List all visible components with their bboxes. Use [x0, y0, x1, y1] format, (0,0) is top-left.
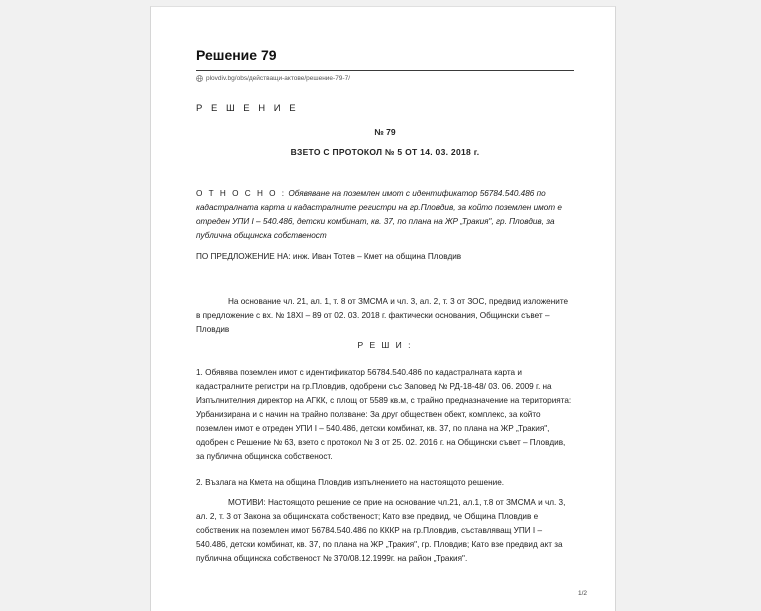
- proposal-line: ПО ПРЕДЛОЖЕНИЕ НА: инж. Иван Тотев – Кмет на община Пловдив: [196, 252, 462, 261]
- page-number: 1/2: [577, 590, 587, 597]
- decision-point-2: 2. Възлага на Кмета на община Пловдив изпълнението на настоящото решение.: [196, 478, 505, 487]
- subject-paragraph: [196, 187, 574, 243]
- source-link[interactable]: [196, 75, 350, 82]
- decides-heading: Р Е Ш И :: [357, 340, 413, 350]
- subject-text: Обявяване на поземлен имот с идентификатор 56784.540.486 по кадастралната карта и кадастралните регистри на гр.Пловдив, за който поземлен имот е отреден УПИ I – 540.486, детски комбинат, кв. 37, по плана на ЖР „Тракия", гр. Пловдив, за публична общинска собственост: [196, 189, 562, 240]
- protocol-line: ВЗЕТО С ПРОТОКОЛ № 5 ОТ 14. 03. 2018 г.: [290, 147, 480, 157]
- decision-number: № 79: [374, 127, 396, 137]
- motives-paragraph: МОТИВИ: Настоящото решение се прие на основание чл.21, ал.1, т.8 от ЗМСМА и чл. 3, ал. 2, т. 3 от Закона за общинската собственост; Като взе предвид, че Община Пловдив е собственик на поземлен имот 56784.540.486 по КККР на гр.Пловдив, съставляващ УПИ I – 540.486, детски комбинат, кв. 37, по плана на ЖР „Тракия", гр. Пловдив; Като взе предвид акт за публична общинска собственост № 370/08.12.1999г. на район „Тракия".: [196, 498, 566, 563]
- source-url[interactable]: plovdiv.bg/obs/действащи-актове/решение-79-7/: [206, 75, 351, 82]
- globe-icon: [196, 75, 203, 82]
- basis-paragraph: На основание чл. 21, ал. 1, т. 8 от ЗМСМА и чл. 3, ал. 2, т. 3 от ЗОС, предвид изложените в предложение с вх. № 18ХI – 89 от 02. 03. 2018 г. фактически основания, Общински съвет – Пловдив: [196, 297, 569, 334]
- decision-point-1: 1. Обявява поземлен имот с идентификатор 56784.540.486 по кадастралната карта и кадастралните регистри на гр.Пловдив, одобрени със Заповед № РД-18-48/ 03. 06. 2009 г. на Изпълнителния директор на АГКК, с площ от 5589 кв.м, с трайно предназначение на територията: Урбанизирана и с начин на трайно ползване: За друг обществен обект, комплекс, за който поземлен имот е отреден УПИ I – 540.486, детски комбинат, кв. 37, по плана на ЖР „Тракия", одобрен с Решение № 63, взето с протокол № 3 от 25. 02. 2016 г. на Общински съвет – Пловдив, за публична общинска собственост.: [196, 368, 572, 461]
- document-page: [150, 6, 616, 611]
- subject-label: О Т Н О С Н О :: [196, 189, 287, 198]
- document-title: Решение 79: [196, 47, 277, 63]
- decision-heading: Р Е Ш Е Н И Е: [196, 103, 299, 114]
- title-divider: [196, 70, 574, 71]
